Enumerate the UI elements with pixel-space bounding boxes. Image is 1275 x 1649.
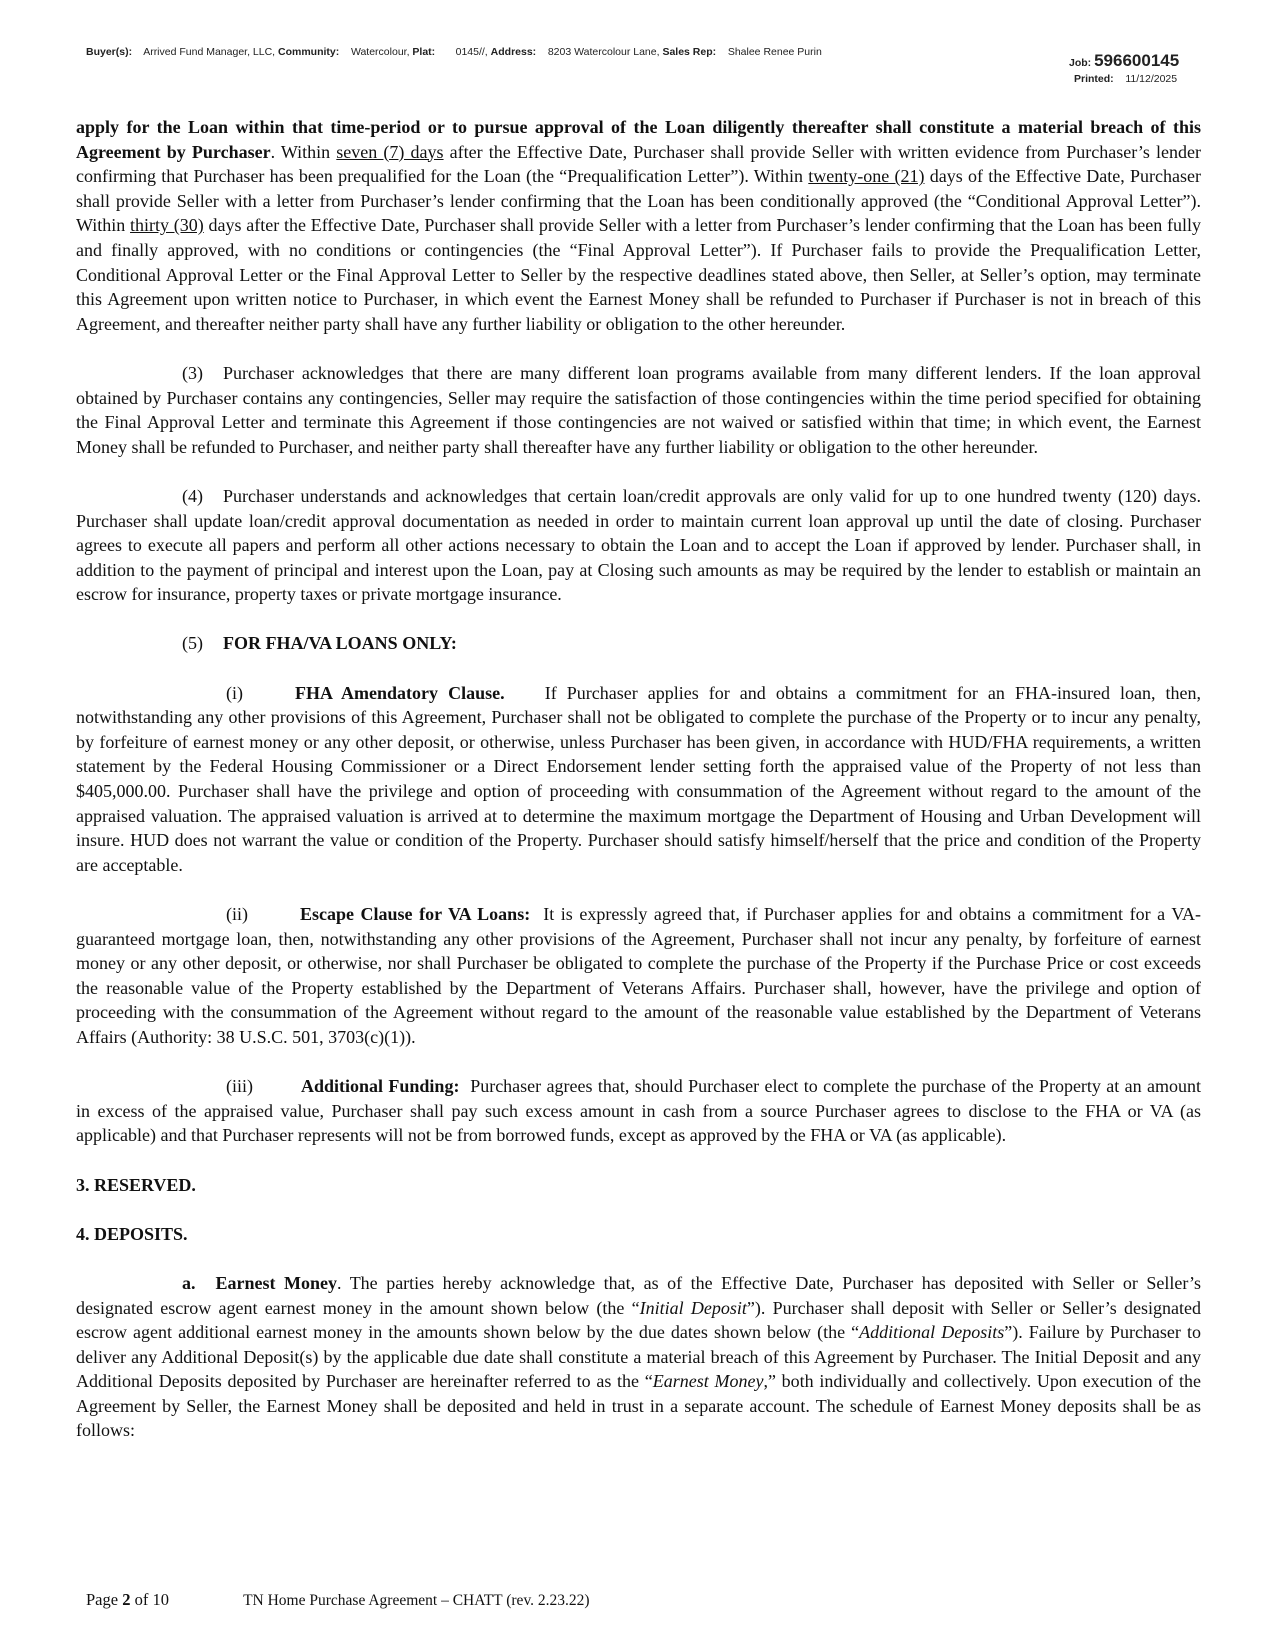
fha-heading: FHA Amendatory Clause.	[295, 682, 505, 703]
italic-earnest-money: Earnest Money	[652, 1371, 764, 1392]
text-run: . Within	[270, 141, 337, 162]
page-total: of 10	[130, 1590, 169, 1609]
page-prefix: Page	[86, 1590, 123, 1609]
section-3-heading: 3. RESERVED.	[76, 1174, 196, 1195]
sales-rep-label: Sales Rep:	[662, 46, 717, 58]
underline-seven-days: seven (7) days	[336, 141, 444, 162]
text-run: ”). Failure by Purchaser to deliver any Additional Deposit(s) by the applicable due date shall constitute a material breach of this Agreement by Purchaser. The Initial Deposit and any Additional Deposits deposited by Purchaser are hereinafter referred to as the “	[76, 1322, 1201, 1392]
text-run: days after the Effective Date, Purchaser shall provide Seller with a letter from Purchaser’s lender confirming that the Loan has been fully and finally approved, with no conditions or contingencies (the “Final Approval Letter”). If Purchaser fails to provide the Prequalification Letter, Conditional Approval Letter or the Final Approval Letter to Seller by the respective deadlines stated above, then Seller, at Seller’s option, may terminate this Agreement upon written notice to Purchaser, in which event the Earnest Money shall be refunded to Purchaser if Purchaser is not in breach of this Agreement, and thereafter neither party shall have any further liability or obligation to the other hereunder.	[76, 215, 1201, 334]
underline-twenty-one: twenty-one (21)	[808, 166, 925, 187]
italic-initial-deposit: Initial Deposit	[639, 1297, 747, 1318]
document-header	[86, 46, 822, 58]
funding-heading: Additional Funding:	[301, 1076, 460, 1097]
text-run: ,” both individually and collectively. Upon execution of the Agreement by Seller, the Earnest Money shall be deposited and held in trust in a separate account. The schedule of Earnest Money deposits shall be as follows:	[76, 1371, 1201, 1441]
address-value: 8203 Watercolour Lane,	[547, 46, 660, 58]
document-body	[76, 115, 1201, 1468]
paragraph-number: (5)	[182, 633, 203, 654]
paragraph-text: It is expressly agreed that, if Purchaser applies for and obtains a commitment for a VA-guaranteed mortgage loan, then, notwithstanding any other provisions of the Agreement, Purchaser shall not incur any penalty, by forfeiture of earnest money or any other deposit, or otherwise, nor shall Purchaser be obligated to complete the purchase of the Property if the Purchase Price or cost exceeds the reasonable value of the Property established by the Department of Veterans Affairs. Purchaser shall, however, have the privilege and option of proceeding with the consummation of the Agreement without regard to the amount of the reasonable value established by the Department of Veterans Affairs (Authority: 38 U.S.C. 501, 3703(c)(1)).	[76, 904, 1201, 1047]
job-number-block	[1069, 51, 1179, 71]
job-number: 596600145	[1094, 51, 1180, 70]
paragraph-earnest-money	[76, 1271, 1201, 1443]
text-run: ”). Purchaser shall deposit with Seller or Seller’s designated escrow agent additional earnest money in the amounts shown below by the due dates shown below (the “	[76, 1297, 1201, 1343]
paragraph-3	[76, 361, 1201, 459]
printed-label: Printed:	[1074, 73, 1114, 85]
va-heading: Escape Clause for VA Loans:	[300, 904, 531, 924]
job-label: Job:	[1069, 57, 1092, 69]
form-title: TN Home Purchase Agreement – CHATT (rev. 2.23.22)	[243, 1592, 590, 1609]
printed-date-block	[1074, 73, 1177, 85]
section-4-heading: 4. DEPOSITS.	[76, 1223, 188, 1244]
buyer-value: Arrived Fund Manager, LLC,	[143, 46, 276, 58]
paragraph-text: Purchaser acknowledges that there are many different loan programs available from many different lenders. If the loan approval obtained by Purchaser contains any contingencies, Seller may require the satisfaction of those contingencies within the time period specified for obtaining the Final Approval Letter and terminate this Agreement if those contingencies are not waived or satisfied within that time; in which event, the Earnest Money shall be refunded to Purchaser, and neither party shall thereafter have any further liability or obligation to the other hereunder.	[76, 362, 1201, 457]
fha-va-heading: FOR FHA/VA LOANS ONLY:	[223, 633, 457, 654]
text-run: days of the Effective Date, Purchaser shall provide Seller with a letter from Purchaser’s lender confirming that the Loan has been conditionally approved (the “Conditional Approval Letter”). Within	[76, 166, 1201, 236]
paragraph-text: Purchaser agrees that, should Purchaser elect to complete the purchase of the Property at an amount in excess of the appraised value, Purchaser shall pay such excess amount in cash from a source Purchaser agrees to disclose to the FHA or VA (as applicable) and that Purchaser represents will not be from borrowed funds, except as approved by the FHA or VA (as applicable).	[76, 1076, 1202, 1146]
paragraph-number: (3)	[182, 362, 203, 383]
paragraph-additional-funding	[76, 1074, 1201, 1148]
paragraph-text: If Purchaser applies for and obtains a commitment for an FHA-insured loan, then, notwithstanding any other provisions of this Agreement, Purchaser shall not be obligated to complete the purchase of the Property or to incur any penalty, by forfeiture of earnest money or any other deposit, or otherwise, unless Purchaser has been given, in accordance with HUD/FHA requirements, a written statement by the Federal Housing Commissioner or a Direct Endorsement lender setting forth the appraised value of the Property of not less than $405,000.00. Purchaser shall have the privilege and option of proceeding with consummation of the Agreement without regard to the amount of the appraised valuation. The appraised valuation is arrived at to determine the maximum mortgage the Department of Housing and Urban Development will insure. HUD does not warrant the value or condition of the Property. Purchaser should satisfy himself/herself that the price and condition of the Property are acceptable.	[76, 682, 1202, 875]
community-label: Community:	[278, 46, 340, 58]
earnest-money-heading: Earnest Money	[215, 1272, 337, 1293]
paragraph-number: (i)	[226, 682, 243, 703]
printed-date: 11/12/2025	[1125, 73, 1178, 85]
community-value: Watercolour,	[350, 46, 410, 58]
paragraph-va-clause	[76, 902, 1201, 1050]
paragraph-loan-approval	[76, 115, 1201, 336]
sales-rep-value: Shalee Renee Purin	[727, 46, 822, 58]
text-run: after the Effective Date, Purchaser shall provide Seller with written evidence from Purchaser’s lender confirming that Purchaser has been prequalified for the Loan (the “Prequalification Letter”). Within	[76, 141, 1202, 187]
underline-thirty: thirty (30)	[130, 215, 204, 236]
page-number: 2	[122, 1590, 131, 1609]
italic-additional-deposits: Additional Deposits	[859, 1322, 1005, 1343]
paragraph-number: (ii)	[226, 904, 248, 924]
paragraph-text: Purchaser understands and acknowledges that certain loan/credit approvals are only valid for up to one hundred twenty (120) days. Purchaser shall update loan/credit approval documentation as needed in order to maintain current loan approval up until the date of closing. Purchaser agrees to execute all papers and perform all other actions necessary to obtain the Loan and to accept the Loan if approved by lender. Purchaser shall, in addition to the payment of principal and interest upon the Loan, pay at Closing such amounts as may be required by the lender to establish or maintain an escrow for insurance, property taxes or private mortgage insurance.	[76, 485, 1201, 605]
page-footer	[86, 1590, 590, 1610]
plat-value: 0145//,	[455, 46, 488, 58]
paragraph-number: a.	[182, 1272, 196, 1293]
paragraph-number: (iii)	[226, 1076, 253, 1097]
paragraph-5-heading	[76, 631, 1201, 656]
paragraph-4	[76, 484, 1201, 607]
plat-label: Plat:	[412, 46, 436, 58]
address-label: Address:	[490, 46, 537, 58]
paragraph-number: (4)	[182, 485, 203, 506]
text-run: . The parties hereby acknowledge that, as of the Effective Date, Purchaser has deposited with Seller or Seller’s designated escrow agent earnest money in the amount shown below (the “	[76, 1272, 1201, 1318]
buyer-label: Buyer(s):	[86, 46, 133, 58]
material-breach-text: apply for the Loan within that time-period or to pursue approval of the Loan diligently thereafter shall constitute a material breach of this Agreement by Purchaser	[76, 117, 1201, 162]
paragraph-fha-clause	[76, 681, 1201, 878]
